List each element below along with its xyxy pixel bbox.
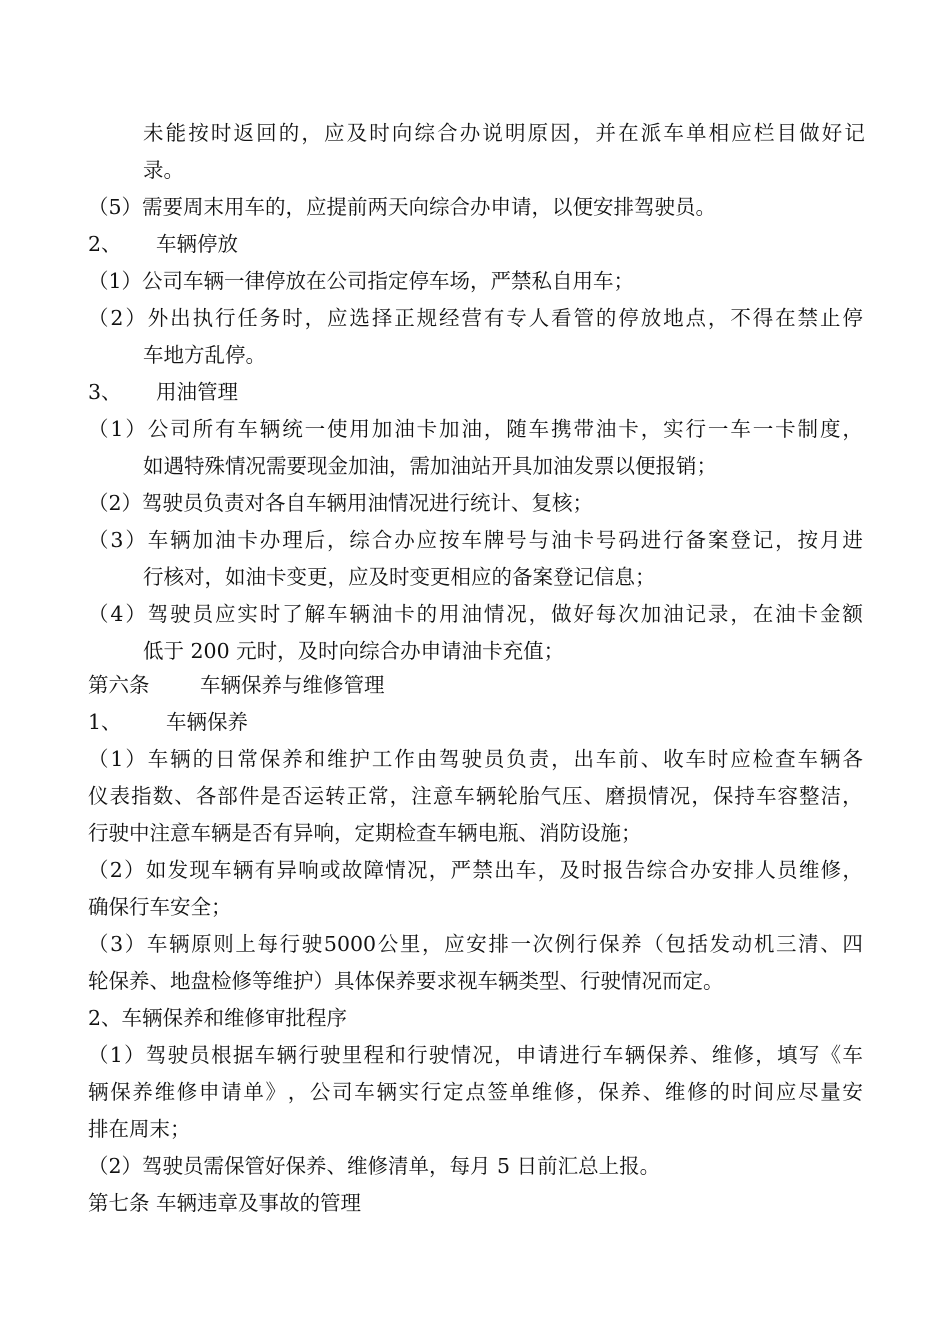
- section-number: 2、: [88, 232, 122, 256]
- paragraph-line: 辆 保 养 维 修 申 请 单 》 ， 公 司 车 辆 实 行 定 点 签 单 维 修 ， 保 养 、 维 修 的 时 间 应 尽 量 安: [88, 1080, 863, 1104]
- section-heading: 车辆停放: [156, 232, 238, 256]
- paragraph-line: 行核对，如油卡变更，应及时变更相应的备案登记信息；: [143, 565, 656, 589]
- paragraph-line: 如遇特殊情况需要现金加油，需加油站开具加油发票以便报销；: [143, 454, 717, 478]
- list-item: （ 2 ） 外 出 执 行 任 务 时 ， 应 选 择 正 规 经 营 有 专 人 看 管 的 停 放 地 点 ， 不 得 在 禁 止 停: [88, 306, 863, 330]
- section-number: 3、: [88, 380, 122, 404]
- list-item: （1）公司车辆一律停放在公司指定停车场，严禁私自用车；: [88, 269, 635, 293]
- paragraph-line: 确保行车安全；: [88, 895, 232, 919]
- section-heading: 2、车辆保养和维修审批程序: [88, 1006, 348, 1030]
- article-heading: 第七条 车辆违章及事故的管理: [88, 1191, 362, 1215]
- list-item: （ 4 ） 驾 驶 员 应 实 时 了 解 车 辆 油 卡 的 用 油 情 况 ， 做 好 每 次 加 油 记 录 ， 在 油 卡 金 额: [88, 602, 863, 626]
- list-item: （ 2 ） 如 发 现 车 辆 有 异 响 或 故 障 情 况 ， 严 禁 出 车 ， 及 时 报 告 综 合 办 安 排 人 员 维 修 ，: [88, 858, 863, 882]
- section-heading: 车辆保养: [166, 710, 248, 734]
- paragraph-line: 轮保养、地盘检修等维护）具体保养要求视车辆类型、行驶情况而定。: [88, 969, 724, 993]
- list-item: （ 1 ） 车 辆 的 日 常 保 养 和 维 护 工 作 由 驾 驶 员 负 责 ， 出 车 前 、 收 车 时 应 检 查 车 辆 各: [88, 747, 863, 771]
- list-item: （2）驾驶员负责对各自车辆用油情况进行统计、复核；: [88, 491, 594, 515]
- paragraph-line: 录。: [143, 158, 184, 182]
- section-heading: 用油管理: [156, 380, 238, 404]
- list-item: （ 1 ） 驾 驶 员 根 据 车 辆 行 驶 里 程 和 行 驶 情 况 ， 申 请 进 行 车 辆 保 养 、 维 修 ， 填 写 《 车: [88, 1043, 863, 1067]
- section-number: 1、: [88, 710, 122, 734]
- paragraph-line: 行驶中注意车辆是否有异响，定期检查车辆电瓶、消防设施；: [88, 821, 642, 845]
- paragraph-line: 排在周末；: [88, 1117, 191, 1141]
- list-item: （ 3 ） 车 辆 加 油 卡 办 理 后 ， 综 合 办 应 按 车 牌 号 与 油 卡 号 码 进 行 备 案 登 记 ， 按 月 进: [88, 528, 863, 552]
- article-heading: 车辆保养与维修管理: [200, 673, 385, 697]
- paragraph-line: 仪 表 指 数 、 各 部 件 是 否 运 转 正 常 ， 注 意 车 辆 轮 胎 气 压 、 磨 损 情 况 ， 保 持 车 容 整 洁 ，: [88, 784, 863, 808]
- list-item: （2）驾驶员需保管好保养、维修清单，每月 5 日前汇总上报。: [88, 1154, 661, 1178]
- paragraph-line: 未 能 按 时 返 回 的 ， 应 及 时 向 综 合 办 说 明 原 因 ， 并 在 派 车 单 相 应 栏 目 做 好 记: [143, 121, 865, 145]
- paragraph-line: 车地方乱停。: [143, 343, 266, 367]
- list-item: （5）需要周末用车的，应提前两天向综合办申请，以便安排驾驶员。: [88, 195, 717, 219]
- paragraph-line: 低于 200 元时，及时向综合办申请油卡充值；: [143, 639, 565, 663]
- list-item: （ 1 ） 公 司 所 有 车 辆 统 一 使 用 加 油 卡 加 油 ， 随 车 携 带 油 卡 ， 实 行 一 车 一 卡 制 度 ，: [88, 417, 863, 441]
- article-number: 第六条: [88, 673, 150, 697]
- list-item: （ 3 ） 车 辆 原 则 上 每 行 驶 5000 公 里 ， 应 安 排 一 次 例 行 保 养 （ 包 括 发 动 机 三 清 、 四: [88, 932, 863, 956]
